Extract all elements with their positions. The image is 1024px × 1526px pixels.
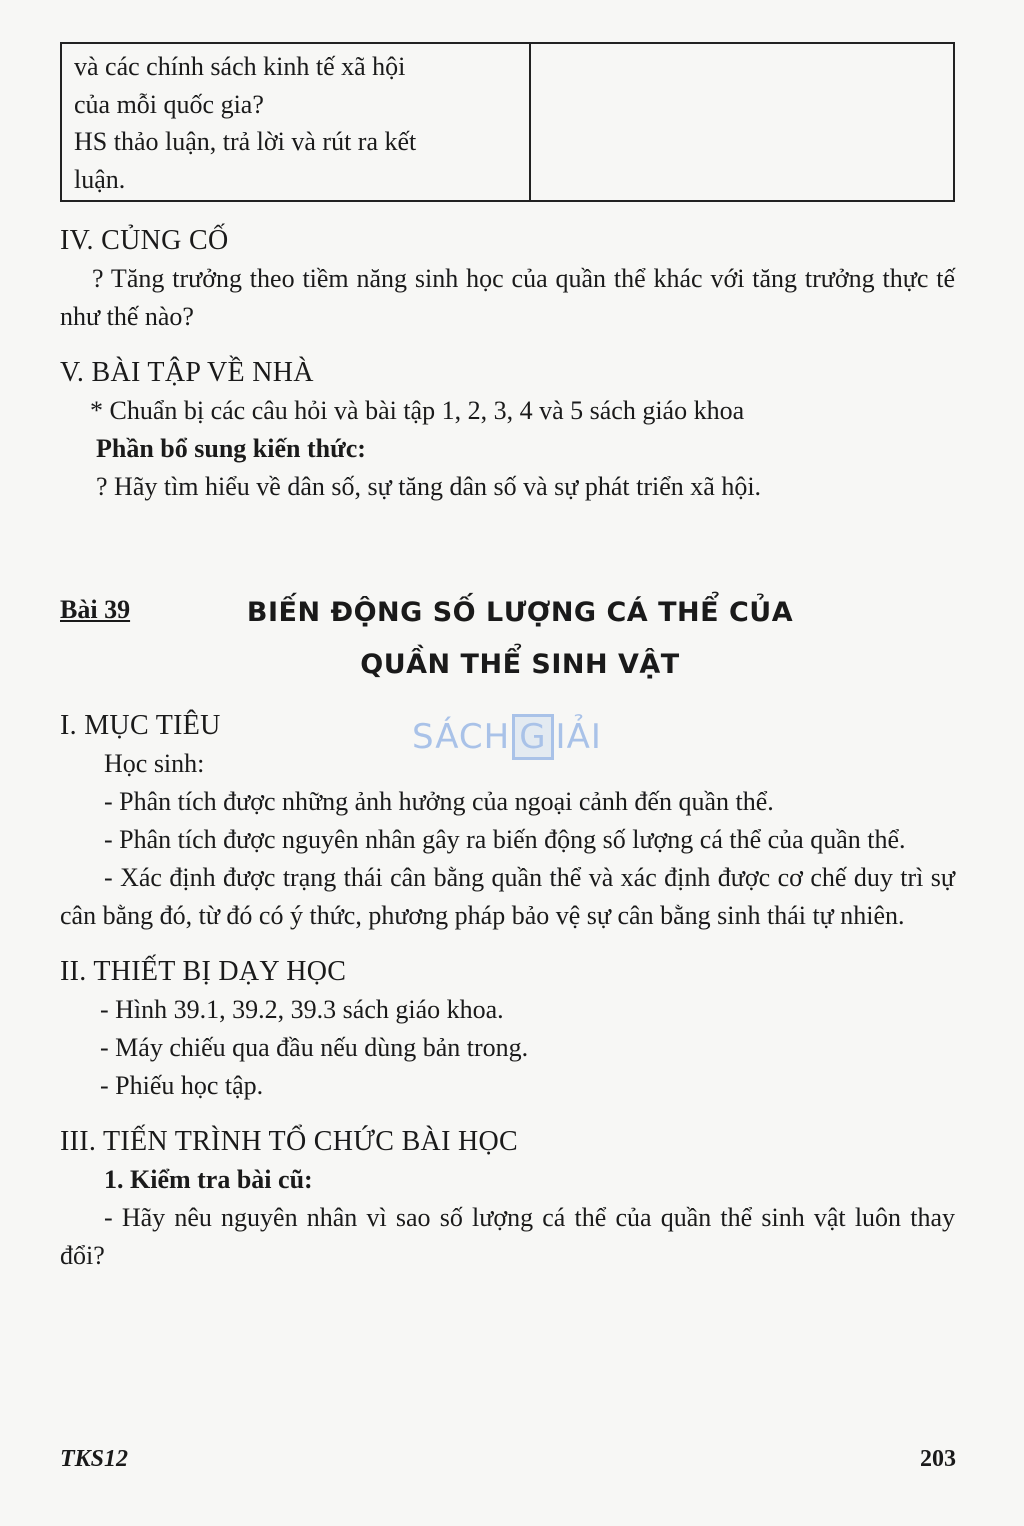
equipment-item: - Hình 39.1, 39.2, 39.3 sách giáo khoa. bbox=[100, 995, 504, 1024]
table-cell-right bbox=[530, 43, 954, 201]
lesson-body bbox=[60, 707, 955, 1275]
supplement-heading: Phần bổ sung kiến thức: bbox=[96, 434, 366, 463]
table-line: của mỗi quốc gia? bbox=[74, 89, 264, 119]
review-question bbox=[60, 260, 955, 336]
section-heading-tien-trinh: III. TIẾN TRÌNH TỔ CHỨC BÀI HỌC bbox=[60, 1126, 519, 1157]
objective-item: - Xác định được trạng thái cân bằng quần thể và xác định được cơ chế duy trì sự cân bằng đó, từ đó có ý thức, phương pháp bảo vệ sự cân bằng sinh thái tự nhiên. bbox=[60, 863, 955, 930]
sub-heading-kiem-tra: 1. Kiểm tra bài cũ: bbox=[104, 1165, 313, 1194]
objective-item: - Phân tích được nguyên nhân gây ra biến động số lượng cá thể của quần thể. bbox=[104, 825, 906, 854]
objective-item: - Phân tích được những ảnh hưởng của ngoại cảnh đến quần thể. bbox=[104, 787, 774, 816]
table-line: HS thảo luận, trả lời và rút ra kết bbox=[74, 127, 417, 156]
watermark-text: IẢI bbox=[555, 717, 602, 757]
table-line: luận. bbox=[74, 164, 126, 194]
equipment-item: - Phiếu học tập. bbox=[100, 1071, 264, 1100]
section-heading-thiet-bi: II. THIẾT BỊ DẠY HỌC bbox=[60, 956, 347, 987]
section-heading-bai-tap: V. BÀI TẬP VỀ NHÀ bbox=[60, 357, 314, 388]
table-line: và các chính sách kinh tế xã hội bbox=[74, 52, 406, 81]
page-content bbox=[60, 42, 955, 506]
lesson-title bbox=[240, 587, 800, 691]
review-question-text: ? Tăng trưởng theo tiềm năng sinh học của quần thể khác với tăng trưởng thực tế như thế nào? bbox=[60, 264, 955, 331]
lesson-title-line: BIẾN ĐỘNG SỐ LƯỢNG CÁ THỂ CỦA bbox=[246, 597, 794, 628]
watermark-box: G bbox=[512, 714, 553, 760]
section-heading-muc-tieu: I. MỤC TIÊU bbox=[60, 710, 221, 741]
continuation-table bbox=[60, 42, 955, 202]
footer-book-code: TKS12 bbox=[60, 1446, 129, 1472]
lesson-title-line: QUẦN THỂ SINH VẬT bbox=[360, 649, 680, 680]
review-prompt: - Hãy nêu nguyên nhân vì sao số lượng cá thể của quần thể sinh vật luôn thay đổi? bbox=[60, 1203, 955, 1270]
page-number: 203 bbox=[920, 1446, 956, 1472]
objectives-intro: Học sinh: bbox=[104, 749, 205, 778]
watermark-text: SÁCH bbox=[412, 717, 511, 757]
equipment-item: - Máy chiếu qua đầu nếu dùng bản trong. bbox=[100, 1033, 529, 1062]
table-cell-left bbox=[61, 43, 530, 201]
lesson-header bbox=[60, 593, 955, 693]
supplement-text: ? Hãy tìm hiểu về dân số, sự tăng dân số và sự phát triển xã hội. bbox=[96, 472, 762, 501]
homework-item: * Chuẩn bị các câu hỏi và bài tập 1, 2, 3, 4 và 5 sách giáo khoa bbox=[90, 396, 745, 425]
lesson-number: Bài 39 bbox=[60, 595, 131, 624]
section-heading-cung-co: IV. CỦNG CỐ bbox=[60, 225, 229, 256]
table-row bbox=[61, 43, 954, 201]
